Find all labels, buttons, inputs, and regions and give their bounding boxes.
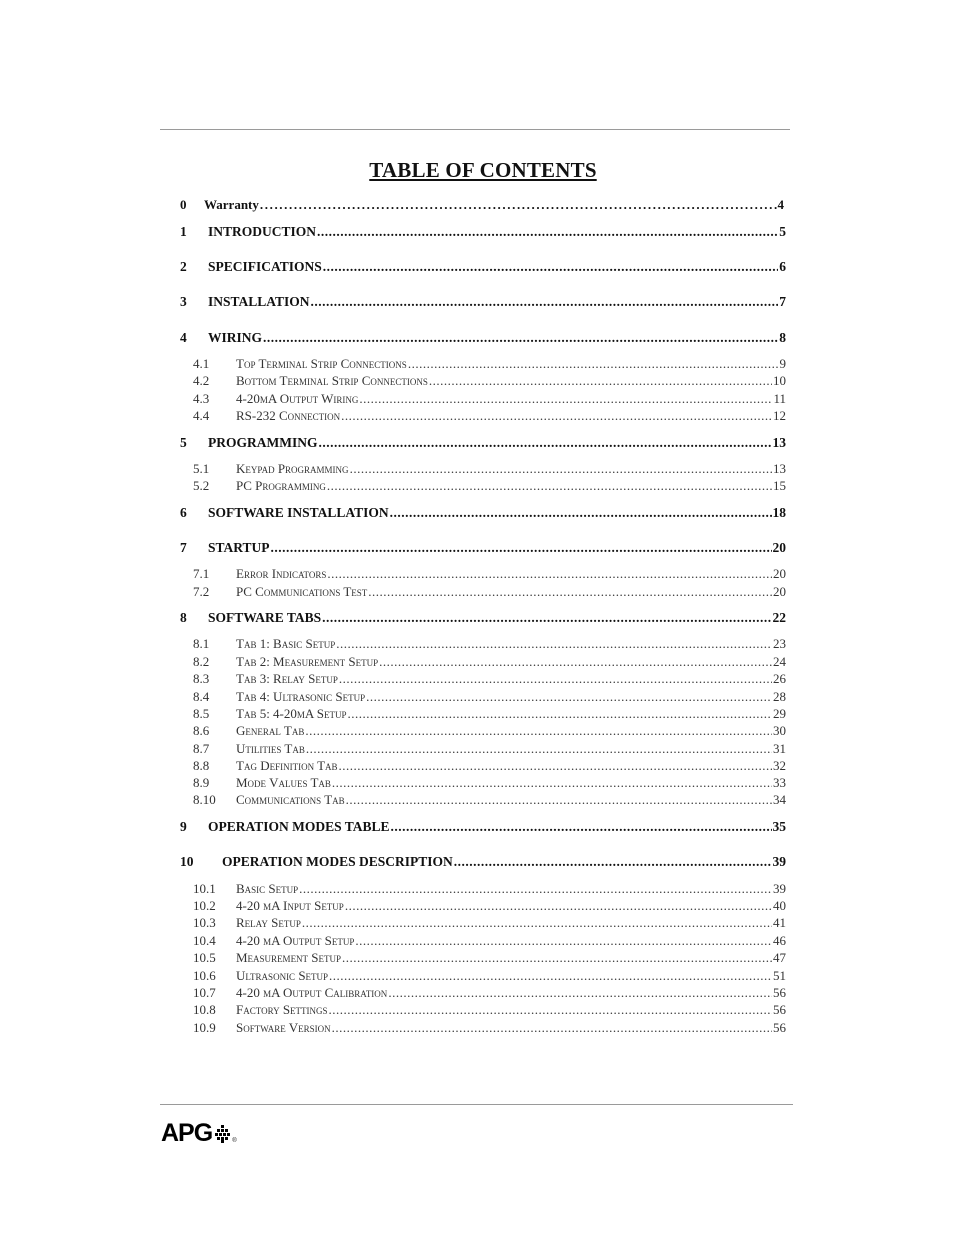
toc-entry[interactable] [193,968,786,984]
dot-leader [342,950,772,966]
toc-entry[interactable] [180,540,786,556]
toc-entry[interactable] [193,775,786,791]
toc-entry-page: 20 [773,566,786,581]
toc-entry-number: 2 [180,259,187,274]
toc-entry-number: 8.4 [193,689,210,704]
toc-entry-label: RS-232 Connection [236,408,341,423]
toc-entry[interactable] [193,950,786,966]
dot-leader [260,197,777,213]
dot-leader [454,854,772,870]
dot-leader [366,689,772,705]
toc-entry[interactable] [193,758,786,774]
toc-entry-page: 24 [773,654,786,669]
toc-entry-number: 4.3 [193,391,210,406]
toc-entry-page: 32 [773,758,786,773]
toc-entry-label: 4-20 mA Output Calibration [236,985,388,1000]
toc-entry[interactable] [180,854,786,870]
dot-leader [391,819,772,835]
toc-entry-number: 10.7 [193,985,216,1000]
toc-entry-page: 23 [773,636,786,651]
toc-entry-label: 4-20 mA Output Setup [236,933,355,948]
toc-entry-label: SOFTWARE TABS [208,610,322,625]
dot-leader [348,706,772,722]
dot-leader [368,584,772,600]
toc-entry-number: 0 [180,197,187,212]
toc-entry-label: SPECIFICATIONS [208,259,322,274]
toc-entry-label: Ultrasonic Setup [236,968,329,983]
toc-entry-number: 1 [180,224,187,239]
toc-entry-label: 4-20mA Output Wiring [236,391,359,406]
dot-leader [311,294,779,310]
toc-entry[interactable] [193,356,786,372]
toc-entry-page: 39 [772,854,786,869]
toc-entry-page: 28 [773,689,786,704]
toc-entry[interactable] [180,435,786,451]
toc-entry-page: 13 [772,435,786,450]
toc-entry-page: 10 [773,373,786,388]
toc-entry[interactable] [193,898,786,914]
toc-entry-label: WIRING [208,330,263,345]
toc-entry[interactable] [193,881,786,897]
toc-entry-number: 5.1 [193,461,210,476]
registered-mark: ® [232,1138,237,1144]
toc-entry-label: OPERATION MODES TABLE [208,819,390,834]
dot-leader [388,985,772,1001]
toc-entry-label: PC Programming [236,478,326,493]
toc-entry[interactable] [193,706,786,722]
toc-entry[interactable] [193,391,786,407]
toc-entry[interactable] [193,636,786,652]
toc-entry-page: 9 [779,356,786,371]
toc-entry-page: 22 [772,610,786,625]
dot-leader [317,224,778,240]
logo-grid-icon [215,1125,231,1143]
dot-leader [263,330,778,346]
dot-leader [302,915,772,931]
toc-entry-label: STARTUP [208,540,270,555]
toc-entry-page: 4 [777,197,784,212]
toc-entry-page: 41 [773,915,786,930]
toc-entry-label: Error Indicators [236,566,327,581]
toc-entry[interactable] [193,741,786,757]
dot-leader [329,968,772,984]
toc-entry-page: 34 [773,792,786,807]
toc-entry-number: 10.5 [193,950,216,965]
toc-entry-page: 12 [773,408,786,423]
toc-entry-page: 29 [773,706,786,721]
dot-leader [345,898,772,914]
dot-leader [305,723,772,739]
dot-leader [341,408,772,424]
dot-leader [318,435,771,451]
toc-entry-label: Warranty [204,197,259,212]
toc-entry-number: 8.8 [193,758,210,773]
toc-entry[interactable] [193,933,786,949]
dot-leader [329,1002,772,1018]
toc-entry-label: Tab 3: Relay Setup [236,671,338,686]
toc-entry[interactable] [193,654,786,670]
dot-leader [322,610,771,626]
dot-leader [299,881,772,897]
toc-entry-number: 8.5 [193,706,210,721]
toc-entry[interactable] [180,330,786,346]
dot-leader [332,1020,772,1036]
toc-entry-number: 8.10 [193,792,216,807]
toc-entry-label: Tab 4: Ultrasonic Setup [236,689,366,704]
toc-entry-label: Tab 5: 4-20mA Setup [236,706,347,721]
toc-entry-label: Top Terminal Strip Connections [236,356,407,371]
toc-entry-page: 13 [773,461,786,476]
toc-entry-label: Tab 2: Measurement Setup [236,654,379,669]
toc-entry-label: OPERATION MODES DESCRIPTION [222,854,453,869]
toc-entry-page: 39 [773,881,786,896]
dot-leader [408,356,779,372]
dot-leader [339,671,772,687]
toc-entry-number: 8.1 [193,636,210,651]
toc-entry-page: 56 [773,1002,786,1017]
toc-entry-page: 33 [773,775,786,790]
footer-rule [160,1104,793,1105]
toc-entry[interactable] [180,259,786,275]
toc-entry-number: 8 [180,610,187,625]
toc-entry[interactable] [193,792,786,808]
toc-entry[interactable] [193,584,786,600]
toc-entry[interactable] [180,610,786,626]
toc-entry-label: Factory Settings [236,1002,328,1017]
toc-entry-number: 10.6 [193,968,216,983]
toc-entry-number: 5.2 [193,478,210,493]
toc-entry-label: PROGRAMMING [208,435,318,450]
toc-entry-number: 8.9 [193,775,210,790]
toc-entry-page: 20 [772,540,786,555]
toc-entry-label: SOFTWARE INSTALLATION [208,505,389,520]
toc-entry[interactable] [193,689,786,705]
toc-entry[interactable] [193,723,786,739]
toc-entry[interactable] [193,373,786,389]
toc-entry-label: Keypad Programming [236,461,349,476]
toc-entry-page: 8 [779,330,786,345]
dot-leader [379,654,772,670]
dot-leader [339,758,772,774]
toc-entry-page: 31 [773,741,786,756]
toc-entry-page: 35 [772,819,786,834]
toc-entry[interactable] [193,671,786,687]
toc-entry-label: Tab 1: Basic Setup [236,636,336,651]
toc-entry[interactable] [193,461,786,477]
toc-entry-page: 26 [773,671,786,686]
toc-entry-label: Mode Values Tab [236,775,331,790]
toc-entry-number: 8.2 [193,654,210,669]
toc-entry-number: 8.7 [193,741,210,756]
dot-leader [355,933,772,949]
toc-entry-label: General Tab [236,723,305,738]
dot-leader [390,505,772,521]
toc-entry-label: INTRODUCTION [208,224,317,239]
toc-entry-label: Utilities Tab [236,741,305,756]
toc-entry-page: 40 [773,898,786,913]
toc-entry-label: Software Version [236,1020,331,1035]
toc-entry[interactable] [193,566,786,582]
toc-entry-number: 4.1 [193,356,210,371]
toc-entry-number: 10.8 [193,1002,216,1017]
toc-entry[interactable] [180,197,784,213]
toc-entry-page: 11 [773,391,786,406]
toc-entry-page: 20 [773,584,786,599]
toc-entry-number: 8.6 [193,723,210,738]
toc-entry-number: 6 [180,505,187,520]
toc-entry[interactable] [193,985,786,1001]
toc-entry-number: 7 [180,540,187,555]
toc-entry-label: Relay Setup [236,915,301,930]
toc-entry-page: 18 [772,505,786,520]
toc-entry-label: PC Communications Test [236,584,368,599]
toc-entry-label: Basic Setup [236,881,299,896]
toc-entry[interactable] [180,819,786,835]
toc-entry[interactable] [193,915,786,931]
dot-leader [271,540,772,556]
toc-entry-label: 4-20 mA Input Setup [236,898,344,913]
toc-entry-page: 6 [779,259,786,274]
toc-entry-number: 7.1 [193,566,210,581]
toc-entry-number: 3 [180,294,187,309]
toc-entry-number: 10.4 [193,933,216,948]
toc-entry-label: Bottom Terminal Strip Connections [236,373,428,388]
toc-entry-label: Measurement Setup [236,950,342,965]
toc-entry-number: 4.2 [193,373,210,388]
toc-entry-page: 47 [773,950,786,965]
toc-entry-number: 10.2 [193,898,216,913]
toc-entry-number: 4.4 [193,408,210,423]
dot-leader [350,461,772,477]
toc-entry-label: Tag Definition Tab [236,758,338,773]
toc-entry[interactable] [193,1020,786,1036]
toc-entry[interactable] [193,1002,786,1018]
toc-entry-number: 10.3 [193,915,216,930]
toc-entry-page: 56 [773,985,786,1000]
toc-entry-page: 7 [779,294,786,309]
dot-leader [359,391,772,407]
dot-leader [336,636,772,652]
toc-entry-number: 5 [180,435,187,450]
toc-entry-page: 46 [773,933,786,948]
toc-entry-label: INSTALLATION [208,294,310,309]
dot-leader [327,478,772,494]
toc-entry-number: 9 [180,819,187,834]
toc-entry-page: 5 [779,224,786,239]
page-title: TABLE OF CONTENTS [369,158,597,182]
apg-logo [161,1120,237,1146]
dot-leader [429,373,772,389]
toc-entry-number: 10.1 [193,881,216,896]
toc-entry-page: 51 [773,968,786,983]
toc-entry[interactable] [180,505,786,521]
toc-entry-number: 4 [180,330,187,345]
toc-entry-number: 10.9 [193,1020,216,1035]
toc-entry-page: 56 [773,1020,786,1035]
toc-entry-number: 8.3 [193,671,210,686]
toc-entry-page: 30 [773,723,786,738]
toc-entry[interactable] [180,224,786,240]
dot-leader [323,259,778,275]
toc-entry-number: 7.2 [193,584,210,599]
toc-entry-number: 10 [180,854,194,869]
toc-entry-label: Communications Tab [236,792,345,807]
dot-leader [346,792,772,808]
toc-entry[interactable] [193,478,786,494]
toc-entry[interactable] [180,294,786,310]
toc-entry-page: 15 [773,478,786,493]
logo-text: APG [161,1119,213,1147]
dot-leader [332,775,772,791]
dot-leader [327,566,772,582]
toc-entry[interactable] [193,408,786,424]
dot-leader [306,741,772,757]
